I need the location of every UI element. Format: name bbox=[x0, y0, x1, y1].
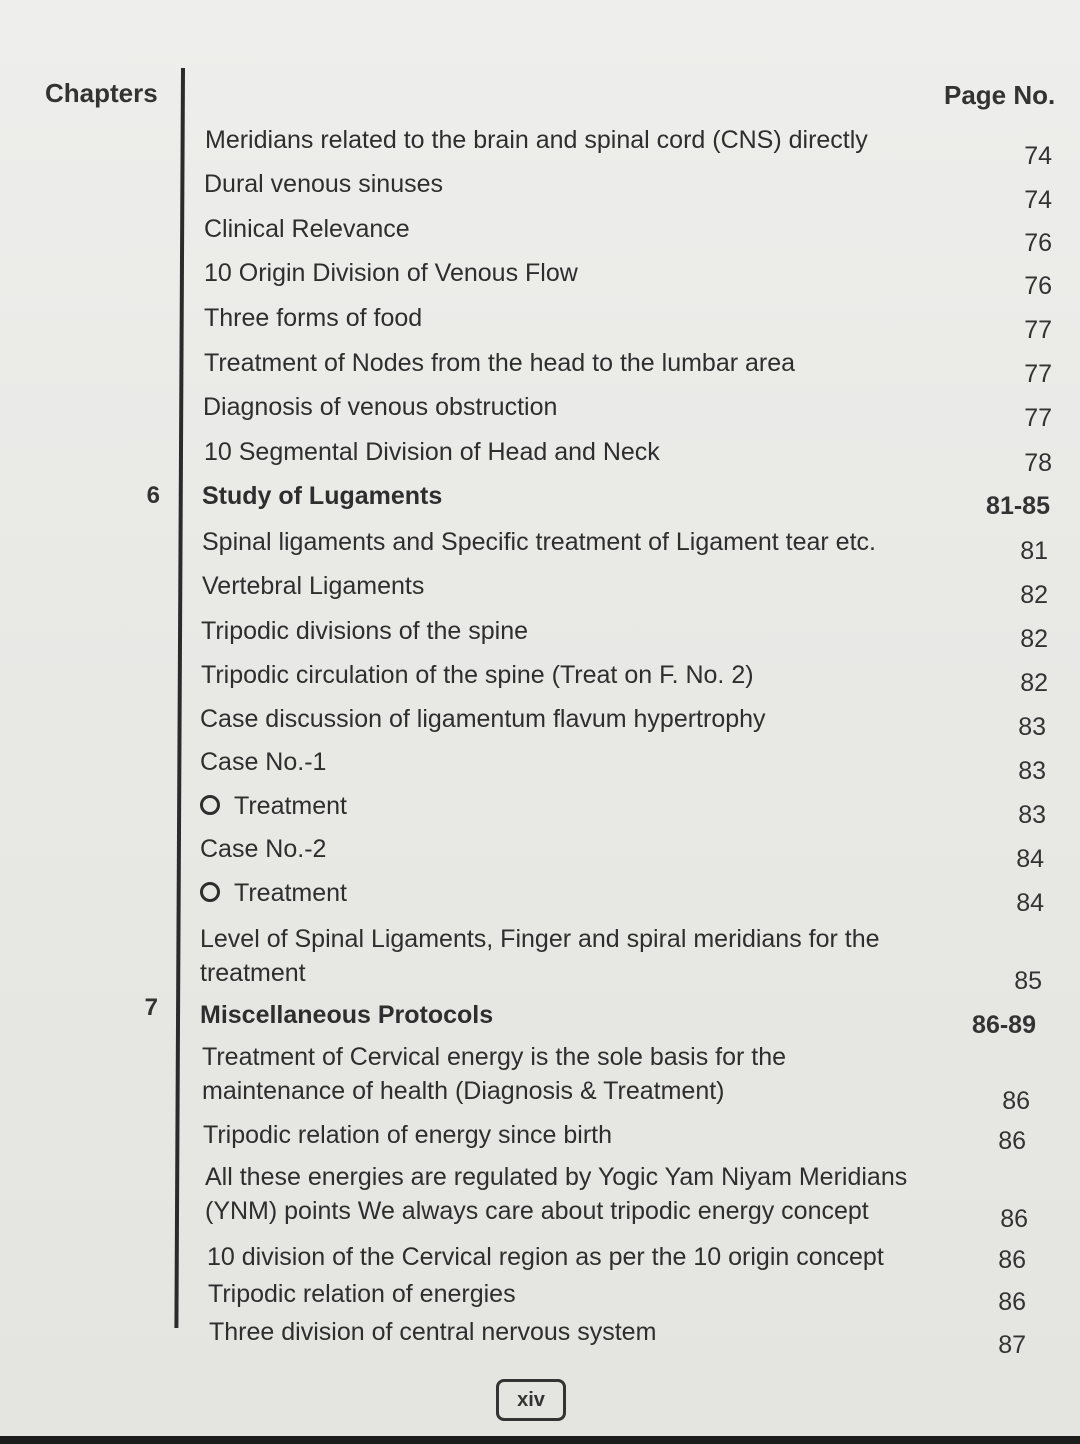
toc-entry-page: 85 bbox=[1014, 967, 1042, 995]
toc-entry-page: 83 bbox=[1018, 801, 1046, 829]
chapter-number: 7 bbox=[144, 994, 158, 1021]
toc-entry-page: 84 bbox=[1016, 845, 1044, 873]
toc-entry-title: 10 Segmental Division of Head and Neck bbox=[204, 438, 660, 466]
toc-entry-title: Three division of central nervous system bbox=[209, 1318, 657, 1346]
toc-entry-page: 74 bbox=[1024, 186, 1052, 214]
toc-entry-page: 86 bbox=[1000, 1205, 1028, 1233]
toc-entry-page: 82 bbox=[1020, 625, 1048, 653]
toc-entry-title: Treatment bbox=[234, 792, 348, 820]
toc-entry-title: Vertebral Ligaments bbox=[202, 572, 425, 600]
toc-entry-page: 77 bbox=[1024, 360, 1052, 388]
toc-entry-page: 82 bbox=[1020, 581, 1048, 609]
toc-entry-page: 82 bbox=[1020, 669, 1048, 697]
toc-entry-title: Case discussion of ligamentum flavum hypertrophy bbox=[200, 705, 766, 733]
toc-entry-title: Spinal ligaments and Specific treatment of Ligament tear etc. bbox=[202, 528, 876, 556]
toc-entry-title: Treatment of Nodes from the head to the lumbar area bbox=[204, 349, 796, 377]
toc-entry-title: Diagnosis of venous obstruction bbox=[203, 393, 558, 421]
toc-entry-title: Tripodic relation of energy since birth bbox=[203, 1121, 612, 1149]
circle-bullet-icon bbox=[200, 795, 220, 815]
toc-entry-title: Tripodic relation of energies bbox=[208, 1280, 516, 1308]
toc-entry-title: Tripodic circulation of the spine (Treat on F. No. 2) bbox=[201, 661, 754, 689]
page-bottom-edge bbox=[0, 1436, 1080, 1444]
toc-entry-page: 78 bbox=[1024, 449, 1052, 477]
toc-entry-page: 86 bbox=[998, 1127, 1026, 1155]
toc-entry-page: 86 bbox=[998, 1288, 1026, 1316]
chapter-title: Miscellaneous Protocols bbox=[200, 1001, 494, 1029]
column-divider bbox=[174, 68, 185, 1328]
toc-entry-title: Tripodic divisions of the spine bbox=[201, 617, 529, 645]
toc-entry-title: All these energies are regulated by Yogic Yam Niyam Meridians (YNM) points We always care about tripodic energy concept bbox=[205, 1163, 908, 1225]
chapter-number: 6 bbox=[146, 482, 160, 509]
toc-subentry bbox=[200, 879, 347, 908]
toc-entry-title: Three forms of food bbox=[204, 304, 423, 332]
toc-entry-title: Case No.-2 bbox=[200, 835, 327, 863]
toc-entry-page: 77 bbox=[1024, 316, 1052, 344]
toc-subentry bbox=[200, 792, 347, 821]
toc-entry-page: 76 bbox=[1024, 272, 1052, 300]
toc-entry-title: 10 Origin Division of Venous Flow bbox=[204, 259, 578, 287]
toc-entry-title: 10 division of the Cervical region as per the 10 origin concept bbox=[207, 1243, 884, 1271]
circle-bullet-icon bbox=[200, 882, 220, 902]
toc-entry-page: 76 bbox=[1024, 229, 1052, 257]
chapter-page-range: 86-89 bbox=[972, 1011, 1036, 1039]
toc-entry-page: 81 bbox=[1020, 537, 1048, 565]
toc-entry-page: 74 bbox=[1024, 142, 1052, 170]
page-no-header: Page No. bbox=[944, 80, 1056, 110]
toc-entry-page: 83 bbox=[1018, 713, 1046, 741]
toc-entry-page: 83 bbox=[1018, 757, 1046, 785]
chapters-header: Chapters bbox=[45, 78, 158, 108]
page-number-badge: xiv bbox=[496, 1379, 566, 1421]
toc-entry-title: Treatment bbox=[234, 879, 348, 907]
toc-entry-title: Meridians related to the brain and spinal cord (CNS) directly bbox=[205, 126, 868, 154]
toc-entry-page: 86 bbox=[998, 1246, 1026, 1274]
toc-entry-title: Clinical Relevance bbox=[204, 215, 410, 243]
toc-entry-title: Dural venous sinuses bbox=[204, 170, 444, 198]
chapter-title: Study of Lugaments bbox=[202, 482, 443, 510]
toc-entry-page: 86 bbox=[1002, 1087, 1030, 1115]
toc-entry-page: 77 bbox=[1024, 404, 1052, 432]
toc-entry-title: Level of Spinal Ligaments, Finger and spiral meridians for the treatment bbox=[200, 925, 880, 987]
toc-entry-page: 87 bbox=[998, 1331, 1026, 1359]
toc-entry-page: 84 bbox=[1016, 889, 1044, 917]
toc-entry-title: Treatment of Cervical energy is the sole basis for the maintenance of health (Diagnosis & Treatment) bbox=[202, 1043, 787, 1105]
toc-entry-title: Case No.-1 bbox=[200, 748, 327, 776]
chapter-page-range: 81-85 bbox=[986, 492, 1050, 520]
